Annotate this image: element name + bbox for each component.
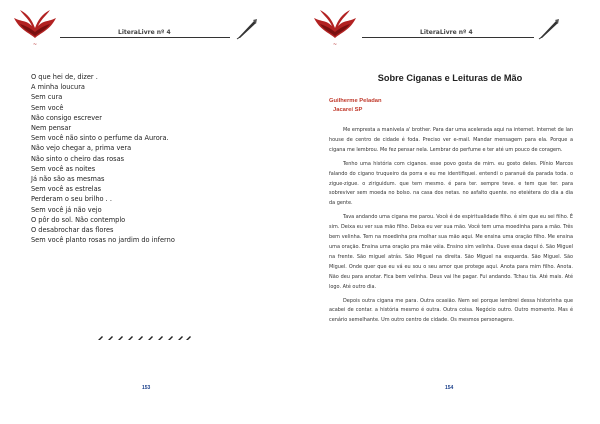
header-title: LiteraLivre nº 4	[118, 29, 171, 36]
page-number: 153	[142, 385, 151, 391]
poem	[31, 72, 175, 245]
author-name: Guilherme Peladan	[329, 98, 382, 104]
ornament-divider-icon	[96, 334, 192, 342]
poem-line: Nem pensar	[31, 124, 72, 133]
article-paragraph: Tava andando uma cigana me parou. Você é de espiritualidade filho. é sim que eu sei filho. É sim. Deixa eu ver sua mão filho. Deixa eu ver sua mão. Você tem uma moedinha para a mão. Três bem velinha. Tem na moedinha pra molhar sua mão aqui. Me ensina uma oração filho. Me ensina uma oração. Ensina uma oração pra mãe véia. Ensino sim velinha. Ouve essa daqui ó. São Miguel na frente. São miguel atrás. São Miguel na direita. São Miguel na esquerda. São Miguel. São Miguel. Onde quer que eu vá eu sou o seu amor que protege aqui. Anota para mim filho. Anota. Não deu para anotar. Fica bem velinha. Deus vai lhe pagar. Fui andando. Tchau tia. Até mais. Até logo. Até outro dia.	[329, 214, 573, 290]
poem-line: Não consigo escrever	[31, 113, 102, 122]
poem-line: Não sinto o cheiro das rosas	[31, 154, 125, 163]
winged-logo-icon	[12, 8, 58, 48]
article-paragraph: Depois outra cigana me para. Outra ocasião. Nem sei porque lembrei dessa historinha que acabei de contar. a história mesmo é outra. Outra coisa. Negócio outro. Outro momento. Mas é cenário semelhante. Um outro centro de cidade. Os mesmos personagens.	[329, 297, 573, 324]
poem-line: Sem cura	[31, 93, 63, 102]
poem-line: Sem você as estrelas	[31, 185, 102, 194]
author-location: Jacareí SP	[333, 107, 363, 113]
poem-line: Não vejo chegar a, prima vera	[31, 144, 132, 153]
svg-text:~: ~	[32, 42, 38, 48]
poem-line: A minha loucura	[31, 83, 85, 92]
poem-line: Perderam o seu brilho . .	[31, 195, 112, 204]
poem-line: Já não são as mesmas	[31, 175, 105, 184]
article-body	[329, 126, 573, 330]
poem-line: Sem você	[31, 103, 64, 112]
article-paragraph: Tenho uma história com ciganos. esse povo gosta de mim. eu gosto deles. Plínio Marcos falando do cigano truqueiro da porra e eu me identifiquei. entendi o paranuê da parada toda. o zigue-zigue. o ziriguidum. que tem mesmo. é para ter. sempre teve. e tem que ter. para sobreviver sem moeda no bolso. na casa dos netas. no asfalto quente. no eteiétera do dia a dia da gente.	[329, 160, 573, 207]
header-divider	[362, 37, 534, 38]
quill-pen-icon	[538, 18, 560, 40]
article-paragraph: Me empresta a manivela a' brother. Para dar uma acelerada aqui na internet. Internet de lan house de centro de cidade é foda. Preciso ver e-mail. Mandar mensagem para ela. Porque a cigana me lembrou. Me fez pensar nela. Lembrar do perfume e ter até um pouco de coragem.	[329, 127, 573, 153]
svg-text:~: ~	[332, 42, 338, 48]
poem-line: O pôr do sol. Não contemplo	[31, 215, 126, 224]
page-number: 154	[445, 385, 454, 391]
poem-line: Sem você já não vejo	[31, 205, 102, 214]
quill-pen-icon	[236, 18, 258, 40]
winged-logo-icon	[312, 8, 358, 48]
right-page	[300, 0, 600, 424]
poem-line: Sem você as noites	[31, 164, 96, 173]
header-title: LiteraLivre nº 4	[420, 29, 473, 36]
poem-line: O desabrochar das flores	[31, 226, 114, 235]
poem-line: O que hei de, dizer .	[31, 73, 98, 81]
article-title: Sobre Ciganas e Leituras de Mão	[377, 73, 523, 83]
poem-line: Sem você planto rosas no jardim do inferno	[31, 236, 175, 245]
poem-line: Sem você não sinto o perfume da Aurora.	[31, 134, 169, 143]
header-divider	[60, 37, 230, 38]
